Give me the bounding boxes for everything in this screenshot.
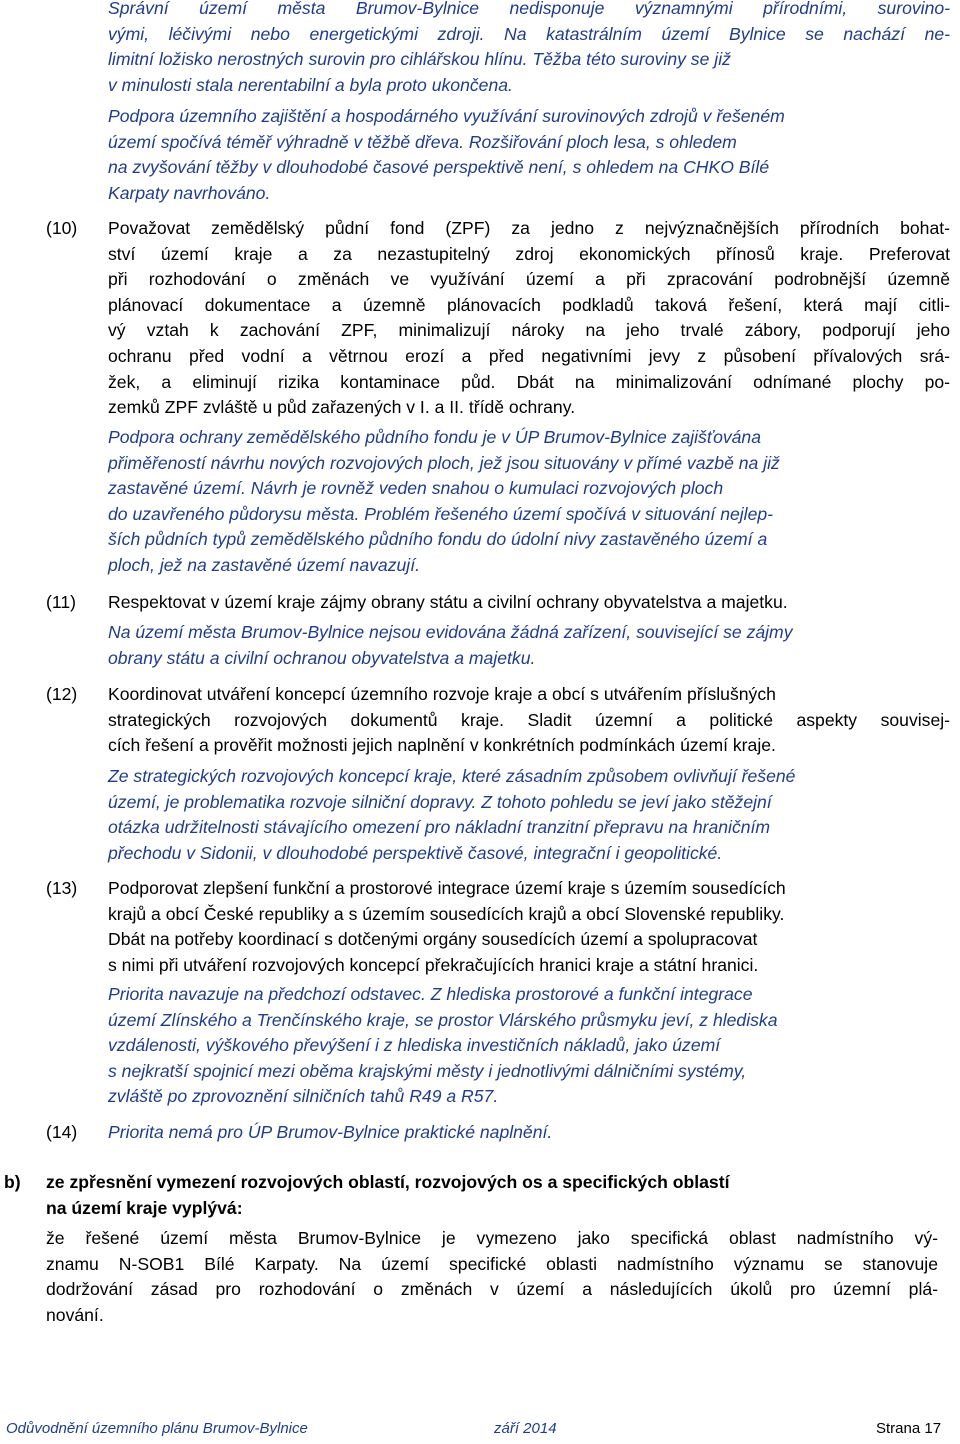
priority-line: plánovací dokumentace a územně plánovacích podkladů taková řešení, která mají citli- [108, 294, 950, 315]
priority-10-text [108, 216, 950, 421]
priority-number-13: (13) [46, 878, 78, 898]
comment-line: zastavěné území. Návrh je rovněž veden snahou o kumulaci rozvojových ploch [108, 478, 724, 499]
body-line: znamu N-SOB1 Bílé Karpaty. Na území specifické oblasti nadmístního významu se stanovuje [46, 1253, 938, 1274]
priority-10-comment [108, 425, 950, 579]
priority-line: Dbát na potřeby koordinací s dotčenými orgány sousedících území a spolupracovat [108, 929, 758, 950]
intro-line: v minulosti stala nerentabilní a byla proto ukončena. [108, 74, 513, 95]
priority-12-text [108, 682, 950, 759]
intro-line: Správní území města Brumov-Bylnice nedisponuje významnými přírodními, surovino- [108, 0, 950, 18]
priority-line: ochranu před vodní a větrnou erozí a před negativními jevy z působení přívalových srá- [108, 345, 950, 366]
comment-line: Priorita navazuje na předchozí odstavec. Z hlediska prostorové a funkční integrace [108, 984, 753, 1004]
footer-document-title: Odůvodnění územního plánu Brumov-Bylnice [6, 1420, 308, 1437]
comment-line: vzdálenosti, výškového převýšení i z hlediska investičních nákladů, jako území [108, 1035, 721, 1056]
priority-line: Považovat zemědělský půdní fond (ZPF) za jedno z nejvýznačnějších přírodních bohat- [108, 218, 950, 238]
priority-line: Podporovat zlepšení funkční a prostorové integrace území kraje s územím sousedících [108, 878, 786, 898]
body-line: že řešené území města Brumov-Bylnice je vymezeno jako specifická oblast nadmístního vý- [46, 1228, 938, 1248]
comment-line: Priorita nemá pro ÚP Brumov-Bylnice praktické naplnění. [108, 1122, 553, 1142]
comment-line: otázka udržitelnosti stávajícího omezení pro nákladní tranzitní přepravu na hraničním [108, 817, 771, 838]
priority-number-12: (12) [46, 684, 78, 704]
priority-12-comment [108, 764, 950, 866]
priority-13-text [108, 876, 950, 978]
comment-line: přechodu v Sidonii, v dlouhodobé perspektivě časové, integrační i geopolitické. [108, 842, 723, 863]
comment-line: přiměřeností návrhu nových rozvojových ploch, jež jsou situovány v přímé vazbě na již [108, 452, 780, 473]
priority-line: Respektovat v území kraje zájmy obrany státu a civilní ochrany obyvatelstva a majetku. [108, 592, 788, 612]
priority-14-comment [108, 1120, 950, 1146]
support-line: na zvyšování těžby v dlouhodobé časové perspektivě není, s ohledem na CHKO Bílé [108, 157, 770, 178]
comment-line: ploch, jež na zastavěné území navazují. [108, 554, 420, 575]
priority-number-14: (14) [46, 1122, 78, 1142]
comment-line: obrany státu a civilní ochranou obyvatelstva a majetku. [108, 647, 536, 668]
priority-11-text [108, 590, 950, 616]
heading-line: na území kraje vyplývá: [46, 1197, 243, 1218]
support-line: Karpaty navrhováno. [108, 182, 271, 203]
priority-line: strategických rozvojových dokumentů kraje. Sladit územní a politické aspekty souvisej- [108, 709, 950, 730]
comment-line: území, je problematika rozvoje silniční dopravy. Z tohoto pohledu se jeví jako stěžejní [108, 791, 772, 812]
section-b-label: b) [4, 1172, 21, 1192]
priority-line: žek, a eliminují rizika kontaminace půd. Dbát na minimalizování odnímané plochy po- [108, 371, 950, 392]
section-b-heading [46, 1170, 950, 1221]
comment-line: Ze strategických rozvojových koncepcí kraje, které zásadním způsobem ovlivňují řešené [108, 766, 796, 786]
body-line: nování. [46, 1304, 104, 1325]
section-b-text [46, 1226, 938, 1328]
priority-line: Koordinovat utváření koncepcí územního rozvoje kraje a obcí s utvářením příslušných [108, 684, 776, 704]
priority-line: cích řešení a prověřit možnosti jejich naplnění v konkrétních podmínkách území kraje. [108, 735, 776, 756]
priority-line: vý vztah k zachování ZPF, minimalizují nároky na jeho trvalé zábory, podporují jeho [108, 320, 950, 341]
priority-11-comment [108, 620, 950, 671]
priority-line: krajů a obcí České republiky a s územím sousedících krajů a obcí Slovenské republiky. [108, 903, 785, 924]
intro-line: limitní ložisko nerostných surovin pro cihlářskou hlínu. Těžba této suroviny se již [108, 49, 731, 70]
priority-line: ství území kraje a za nezastupitelný zdroj ekonomických přínosů kraje. Preferovat [108, 243, 950, 264]
intro-paragraph [108, 0, 950, 98]
support-line: území spočívá téměř výhradně v těžbě dřeva. Rozšiřování ploch lesa, s ohledem [108, 131, 737, 152]
footer-page-number: Strana 17 [876, 1420, 942, 1437]
comment-line: s nejkratší spojnicí mezi oběma krajskými městy i jednotlivými dálničními systémy, [108, 1060, 747, 1081]
priority-line: při rozhodování o změnách ve využívání území a při zpracování podrobnější územně [108, 269, 950, 290]
comment-line: Podpora ochrany zemědělského půdního fondu je v ÚP Brumov-Bylnice zajišťována [108, 427, 762, 447]
priority-number-11: (11) [46, 592, 76, 612]
priority-13-comment [108, 982, 950, 1110]
comment-line: Na území města Brumov-Bylnice nejsou evidována žádná zařízení, související se zájmy [108, 622, 793, 642]
intro-line: vými, léčivými nebo energetickými zdroji. Na katastrálním území Bylnice se nachází ne- [108, 23, 950, 44]
comment-line: zvláště po zprovoznění silničních tahů R49 a R57. [108, 1086, 499, 1107]
comment-line: ších půdních typů zemědělského půdního fondu do údolní nivy zastavěného území a [108, 529, 768, 550]
comment-line: do uzavřeného půdorysu města. Problém řešeného území spočívá v situování nejlep- [108, 503, 774, 524]
footer-date: září 2014 [494, 1420, 557, 1437]
heading-line: ze zpřesnění vymezení rozvojových oblastí, rozvojových os a specifických oblastí [46, 1172, 730, 1192]
comment-line: území Zlínského a Trenčínského kraje, se prostor Vlárského průsmyku jeví, z hlediska [108, 1009, 778, 1030]
support-paragraph [108, 104, 950, 206]
priority-line: s nimi při utváření rozvojových koncepcí překračujících hranici kraje a státní hranici. [108, 954, 759, 975]
body-line: dodržování zásad pro rozhodování o změnách v území a následujících úkolů pro územní plá- [46, 1279, 938, 1300]
support-line: Podpora územního zajištění a hospodárného využívání surovinových zdrojů v řešeném [108, 106, 785, 126]
priority-line: zemků ZPF zvláště u půd zařazených v I. a II. třídě ochrany. [108, 397, 576, 418]
priority-number-10: (10) [46, 218, 78, 238]
